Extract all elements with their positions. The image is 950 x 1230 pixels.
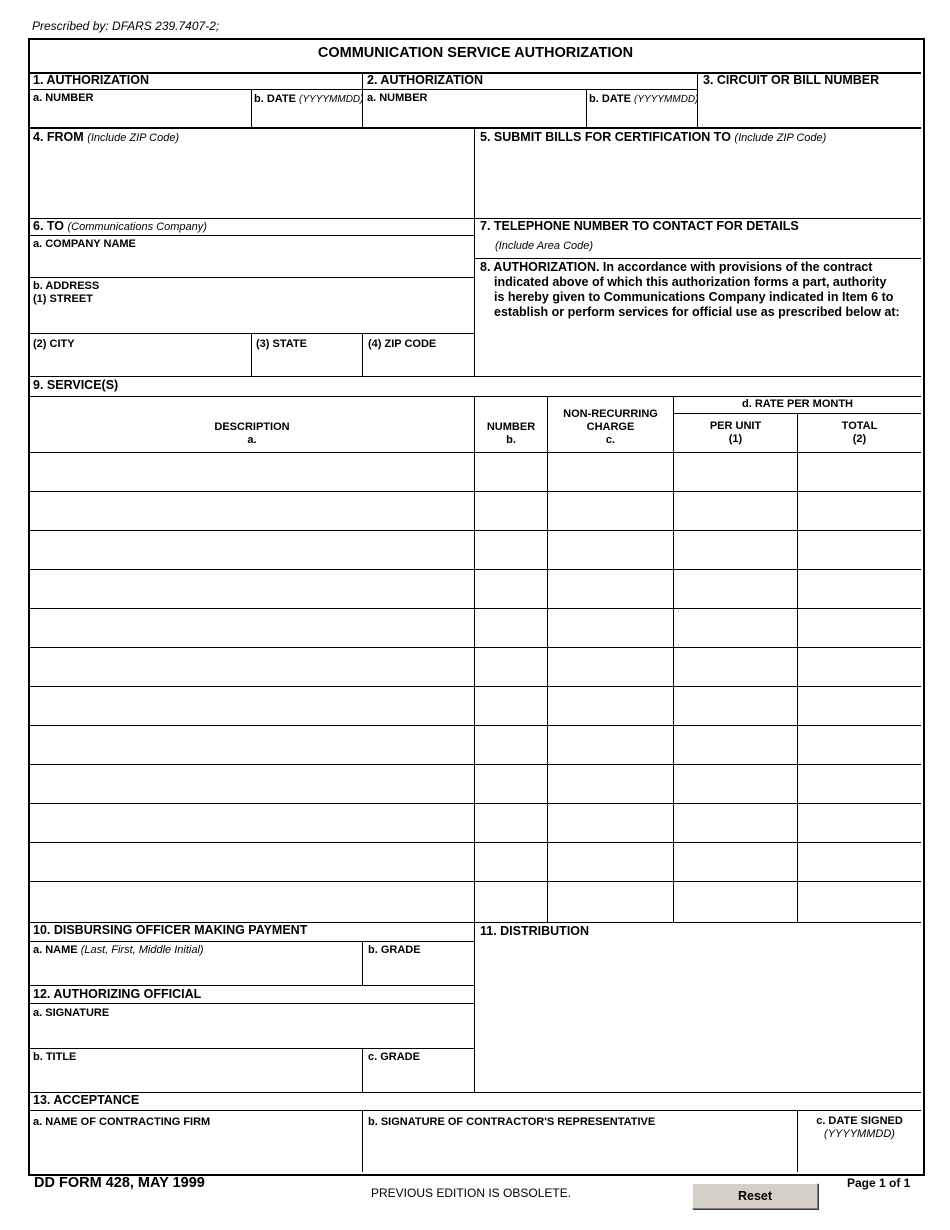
- service-nonrecurring-charge-field[interactable]: [549, 649, 672, 684]
- service-description-field[interactable]: [30, 766, 473, 801]
- service-number-field[interactable]: [476, 454, 546, 489]
- street-field[interactable]: [30, 307, 473, 332]
- block12-title: 12. AUTHORIZING OFFICIAL: [33, 987, 202, 1001]
- service-description-field[interactable]: [30, 454, 473, 489]
- reset-button[interactable]: Reset: [692, 1183, 818, 1209]
- service-number-field[interactable]: [476, 844, 546, 879]
- service-total-rate-field[interactable]: [799, 493, 920, 528]
- service-description-field[interactable]: [30, 532, 473, 567]
- col-rate-header: d. RATE PER MONTH: [741, 398, 853, 410]
- block7-note: (Include Area Code): [495, 240, 594, 252]
- disbursing-grade-label: b. GRADE: [368, 944, 421, 956]
- service-number-field[interactable]: [476, 688, 546, 723]
- service-total-rate-field[interactable]: [799, 649, 920, 684]
- service-per-unit-rate-field[interactable]: [675, 727, 796, 762]
- service-number-field[interactable]: [476, 766, 546, 801]
- service-total-rate-field[interactable]: [799, 454, 920, 489]
- state-field[interactable]: [252, 352, 361, 375]
- service-nonrecurring-charge-field[interactable]: [549, 805, 672, 840]
- service-nonrecurring-charge-field[interactable]: [549, 727, 672, 762]
- official-title-label: b. TITLE: [33, 1051, 77, 1063]
- service-per-unit-rate-field[interactable]: [675, 532, 796, 567]
- service-description-field[interactable]: [30, 649, 473, 684]
- prescribed-by: Prescribed by: DFARS 239.7407-2;: [32, 19, 220, 33]
- service-total-rate-field[interactable]: [799, 844, 920, 879]
- contractor-signature-label: b. SIGNATURE OF CONTRACTOR'S REPRESENTATIVE: [368, 1116, 656, 1128]
- service-description-field[interactable]: [30, 805, 473, 840]
- service-number-field[interactable]: [476, 649, 546, 684]
- disbursing-name-label: a. NAME (Last, First, Middle Initial): [33, 944, 204, 956]
- block8-line-1: 8. AUTHORIZATION. In accordance with provisions of the contract: [480, 260, 873, 274]
- official-title-field[interactable]: [30, 1065, 361, 1091]
- official-grade-label: c. GRADE: [368, 1051, 420, 1063]
- company-name-field[interactable]: [30, 251, 473, 276]
- service-number-field[interactable]: [476, 532, 546, 567]
- date-signed-field[interactable]: [799, 1144, 920, 1171]
- block7-title: 7. TELEPHONE NUMBER TO CONTACT FOR DETAILS: [480, 219, 799, 233]
- service-total-rate-field[interactable]: [799, 571, 920, 606]
- service-per-unit-rate-field[interactable]: [675, 493, 796, 528]
- service-total-rate-field[interactable]: [799, 610, 920, 645]
- page-number: Page 1 of 1: [847, 1176, 911, 1190]
- service-description-field[interactable]: [30, 883, 473, 918]
- service-description-field[interactable]: [30, 727, 473, 762]
- service-per-unit-rate-field[interactable]: [675, 844, 796, 879]
- service-number-field[interactable]: [476, 571, 546, 606]
- service-nonrecurring-charge-field[interactable]: [549, 571, 672, 606]
- service-nonrecurring-charge-field[interactable]: [549, 883, 672, 918]
- city-field[interactable]: [30, 352, 250, 375]
- circuit-number-field[interactable]: [699, 90, 920, 127]
- auth1-number-field[interactable]: [30, 105, 250, 127]
- zip-code-field[interactable]: [364, 352, 473, 375]
- service-total-rate-field[interactable]: [799, 532, 920, 567]
- service-number-field[interactable]: [476, 727, 546, 762]
- service-nonrecurring-charge-field[interactable]: [549, 493, 672, 528]
- authorizing-signature-field[interactable]: [30, 1021, 473, 1047]
- block6-title: 6. TO (Communications Company): [33, 219, 207, 233]
- service-nonrecurring-charge-field[interactable]: [549, 844, 672, 879]
- auth2-number-label: a. NUMBER: [367, 92, 428, 104]
- service-per-unit-rate-field[interactable]: [675, 766, 796, 801]
- col-per-unit-header: PER UNIT (1): [709, 420, 762, 445]
- service-nonrecurring-charge-field[interactable]: [549, 532, 672, 567]
- service-nonrecurring-charge-field[interactable]: [549, 610, 672, 645]
- block8-line-2: indicated above of which this authorization forms a part, authority: [494, 275, 887, 289]
- service-nonrecurring-charge-field[interactable]: [549, 766, 672, 801]
- service-per-unit-rate-field[interactable]: [675, 688, 796, 723]
- telephone-field[interactable]: [600, 237, 920, 256]
- form-id: DD FORM 428, MAY 1999: [34, 1175, 205, 1191]
- service-description-field[interactable]: [30, 844, 473, 879]
- service-total-rate-field[interactable]: [799, 883, 920, 918]
- disbursing-grade-field[interactable]: [364, 958, 473, 984]
- service-per-unit-rate-field[interactable]: [675, 649, 796, 684]
- service-total-rate-field[interactable]: [799, 688, 920, 723]
- block5-title: 5. SUBMIT BILLS FOR CERTIFICATION TO (Include ZIP Code): [480, 130, 827, 144]
- service-total-rate-field[interactable]: [799, 727, 920, 762]
- zip-code-label: (4) ZIP CODE: [368, 338, 437, 350]
- service-per-unit-rate-field[interactable]: [675, 883, 796, 918]
- block10-title: 10. DISBURSING OFFICER MAKING PAYMENT: [33, 923, 308, 937]
- service-description-field[interactable]: [30, 571, 473, 606]
- col-number-header: NUMBER b.: [486, 421, 536, 446]
- service-total-rate-field[interactable]: [799, 766, 920, 801]
- col-description-header: DESCRIPTION a.: [214, 421, 290, 446]
- submit-bills-field[interactable]: [476, 148, 920, 216]
- service-description-field[interactable]: [30, 493, 473, 528]
- auth2-number-field[interactable]: [364, 105, 585, 127]
- service-number-field[interactable]: [476, 493, 546, 528]
- auth2-date-field[interactable]: [587, 105, 696, 127]
- block2-title: 2. AUTHORIZATION: [367, 73, 483, 87]
- authorization-location-field[interactable]: [476, 322, 920, 375]
- service-description-field[interactable]: [30, 610, 473, 645]
- service-total-rate-field[interactable]: [799, 805, 920, 840]
- address-label: b. ADDRESS: [33, 280, 100, 292]
- service-number-field[interactable]: [476, 883, 546, 918]
- auth1-date-label: b. DATE (YYYYMMDD): [254, 93, 364, 105]
- contracting-firm-label: a. NAME OF CONTRACTING FIRM: [33, 1116, 211, 1128]
- service-number-field[interactable]: [476, 805, 546, 840]
- distribution-field[interactable]: [476, 942, 920, 1090]
- auth2-date-label: b. DATE (YYYYMMDD): [589, 93, 699, 105]
- obsolete-notice: PREVIOUS EDITION IS OBSOLETE.: [371, 1186, 572, 1200]
- contractor-signature-field[interactable]: [364, 1131, 796, 1171]
- block4-title: 4. FROM (Include ZIP Code): [33, 130, 180, 144]
- street-label: (1) STREET: [33, 293, 93, 305]
- block3-title: 3. CIRCUIT OR BILL NUMBER: [703, 73, 880, 87]
- disbursing-name-field[interactable]: [30, 958, 361, 984]
- official-grade-field[interactable]: [364, 1065, 473, 1091]
- service-per-unit-rate-field[interactable]: [675, 571, 796, 606]
- block8-line-3: is hereby given to Communications Company indicated in Item 6 to: [494, 290, 894, 304]
- contracting-firm-field[interactable]: [30, 1131, 361, 1171]
- block1-title: 1. AUTHORIZATION: [33, 73, 149, 87]
- col-total-header: TOTAL (2): [841, 420, 878, 445]
- from-address-field[interactable]: [30, 148, 473, 216]
- service-description-field[interactable]: [30, 688, 473, 723]
- col-nonrecurring-header: NON-RECURRING CHARGE c.: [563, 408, 658, 446]
- service-per-unit-rate-field[interactable]: [675, 805, 796, 840]
- service-nonrecurring-charge-field[interactable]: [549, 454, 672, 489]
- city-label: (2) CITY: [33, 338, 75, 350]
- service-number-field[interactable]: [476, 610, 546, 645]
- block8-line-4: establish or perform services for official use as prescribed below at:: [494, 305, 900, 319]
- form-title: COMMUNICATION SERVICE AUTHORIZATION: [317, 45, 634, 61]
- block13-title: 13. ACCEPTANCE: [33, 1093, 140, 1107]
- service-per-unit-rate-field[interactable]: [675, 610, 796, 645]
- block9-title: 9. SERVICE(S): [33, 378, 119, 392]
- service-nonrecurring-charge-field[interactable]: [549, 688, 672, 723]
- company-name-label: a. COMPANY NAME: [33, 238, 136, 250]
- block11-title: 11. DISTRIBUTION: [480, 924, 590, 938]
- state-label: (3) STATE: [256, 338, 307, 350]
- auth1-number-label: a. NUMBER: [33, 92, 94, 104]
- auth1-date-field[interactable]: [252, 105, 361, 127]
- signature-label: a. SIGNATURE: [33, 1007, 110, 1019]
- date-signed-label: c. DATE SIGNED (YYYYMMDD): [816, 1115, 903, 1140]
- service-per-unit-rate-field[interactable]: [675, 454, 796, 489]
